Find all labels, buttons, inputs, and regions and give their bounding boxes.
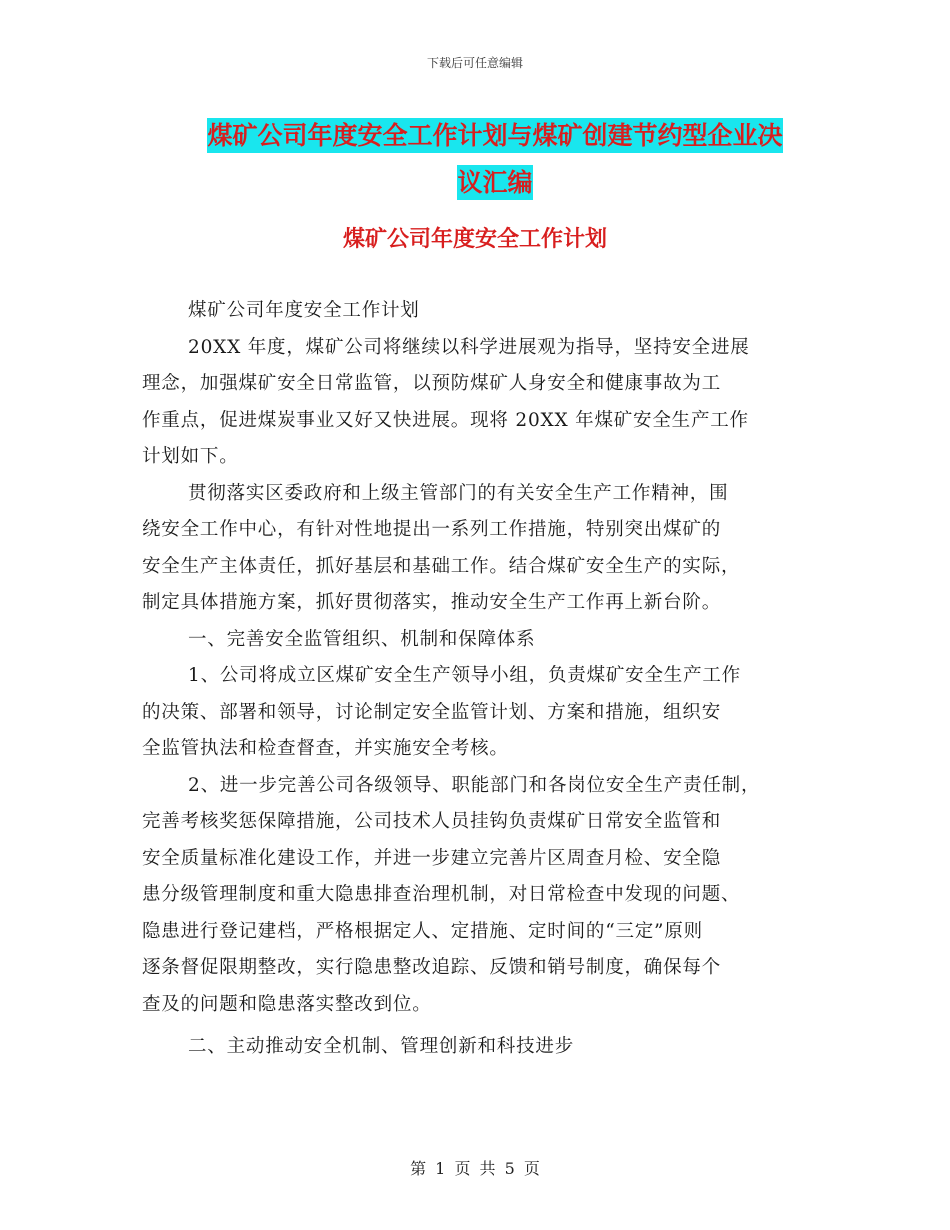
paragraph-line: 患分级管理制度和重大隐患排查治理机制，对日常检查中发现的问题、	[142, 884, 741, 905]
paragraph-line: 的决策、部署和领导，讨论制定安全监管计划、方案和措施，组织安	[142, 701, 722, 723]
document-title-line-2: 议汇编	[457, 165, 532, 200]
paragraph-line: 2、进一步完善公司各级领导、职能部门和各岗位安全生产责任制，	[188, 774, 761, 796]
paragraph-line: 绕安全工作中心，有针对性地提出一系列工作措施，特别突出煤矿的	[142, 519, 722, 540]
document-title-line-1: 煤矿公司年度安全工作计划与煤矿创建节约型企业决	[207, 118, 782, 153]
paragraph-line: 安全质量标准化建设工作，并进一步建立完善片区周查月检、安全隐	[142, 847, 722, 869]
heading-line: 一、完善安全监管组织、机制和保障体系	[188, 628, 536, 650]
document-body	[142, 293, 812, 1066]
paragraph-line: 煤矿公司年度安全工作计划	[188, 300, 420, 321]
paragraph-line: 逐条督促限期整改，实行隐患整改追踪、反馈和销号制度，确保每个	[142, 957, 722, 978]
paragraph-line: 查及的问题和隐患落实整改到位。	[142, 993, 432, 1015]
paragraph-line: 贯彻落实区委政府和上级主管部门的有关安全生产工作精神，围	[188, 482, 729, 504]
paragraph-line: 计划如下。	[142, 446, 239, 467]
section-title: 煤矿公司年度安全工作计划	[342, 227, 607, 252]
paragraph-line: 理念，加强煤矿安全日常监管，以预防煤矿人身安全和健康事故为工	[142, 373, 722, 394]
page-footer: 第 1 页 共 5 页	[410, 1159, 540, 1178]
heading-line: 二、主动推动安全机制、管理创新和科技进步	[188, 1036, 575, 1057]
paragraph-line: 1、公司将成立区煤矿安全生产领导小组，负责煤矿安全生产工作	[188, 665, 741, 686]
paragraph-line: 20XX 年度，煤矿公司将继续以科学进展观为指导，坚持安全进展	[188, 336, 750, 358]
paragraph-line: 完善考核奖惩保障措施，公司技术人员挂钩负责煤矿日常安全监管和	[142, 811, 722, 832]
paragraph-line: 作重点，促进煤炭事业又好又快进展。现将 20XX 年煤矿安全生产工作	[142, 409, 749, 431]
paragraph-line: 安全生产主体责任，抓好基层和基础工作。结合煤矿安全生产的实际，	[142, 555, 741, 577]
paragraph-line: 隐患进行登记建档，严格根据定人、定措施、定时间的“三定”原则	[142, 920, 703, 942]
page-header-note: 下载后可任意编辑	[426, 56, 523, 70]
paragraph-line: 全监管执法和检查督查，并实施安全考核。	[142, 738, 509, 759]
document-title	[150, 112, 840, 206]
paragraph-line: 制定具体措施方案，抓好贯彻落实，推动安全生产工作再上新台阶。	[142, 592, 722, 613]
